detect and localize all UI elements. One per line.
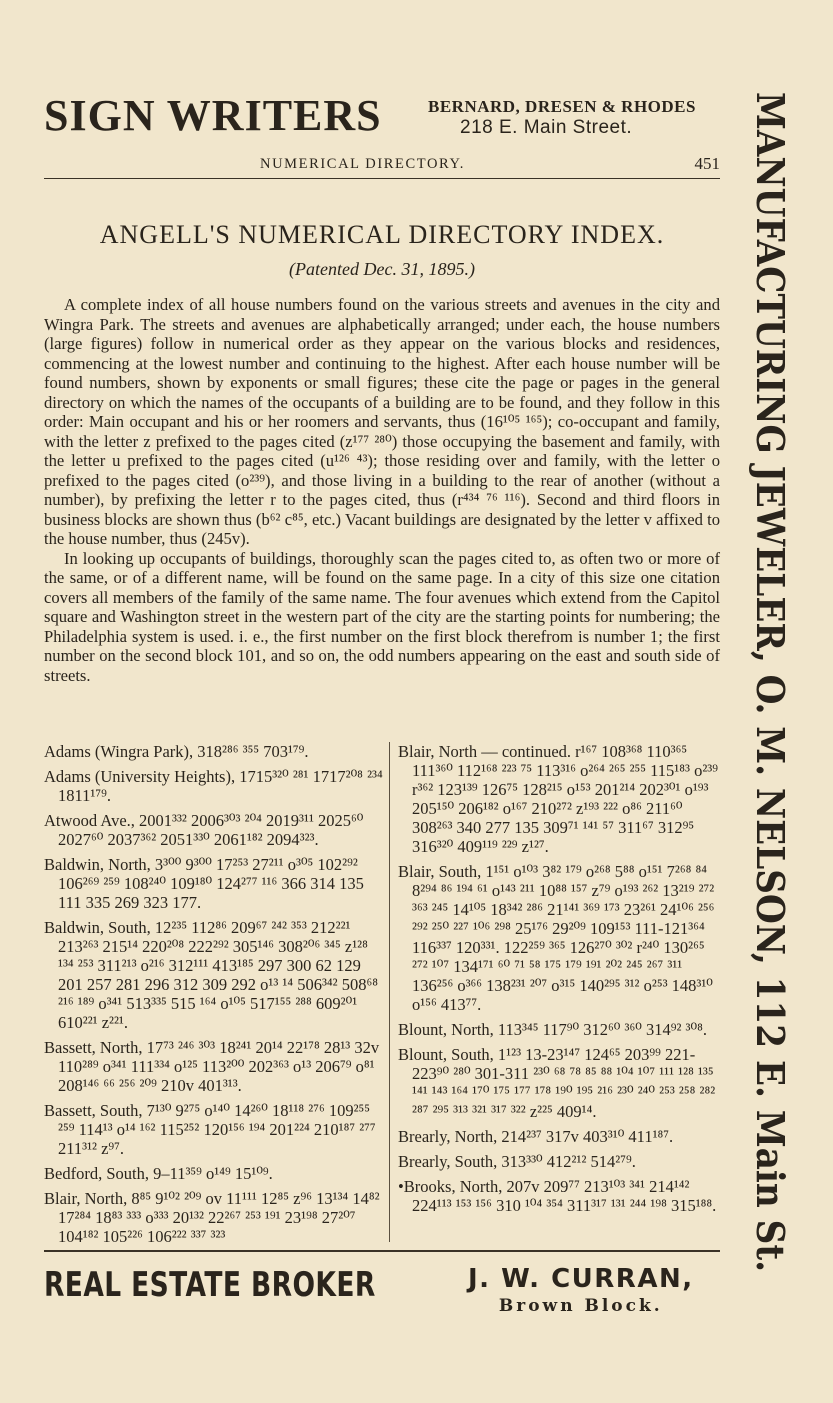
footer-rule: [44, 1250, 720, 1252]
real-estate-ad: REAL ESTATE BROKER: [44, 1265, 376, 1305]
index-entry: Blount, South, 1¹²³ 13-23¹⁴⁷ 124⁶⁵ 203⁹⁹ 221-223⁹⁰ ²⁸⁰ 301-311 ²³⁰ ⁶⁸ ⁷⁸ ⁸⁵ ⁸⁸ ¹⁰⁴ ¹⁰⁷ ¹¹¹ ¹²⁸ ¹³⁵ ¹⁴¹ ¹⁴³ ¹⁶⁴ ¹⁷⁰ ¹⁷⁵ ¹⁷⁷ ¹⁷⁸ ¹⁹⁰ ¹⁹⁵ ²¹⁶ ²³⁰ ²⁴⁰ ²⁵³ ²⁵⁸ ²⁸² ²⁸⁷ ²⁹⁵ ³¹³ ³²¹ ³¹⁷ ³²² z²²⁵ 409¹⁴.: [398, 1045, 716, 1121]
index-entry: Baldwin, South, 12²³⁵ 112⁸⁶ 209⁶⁷ ²⁴² ³⁵³ 212²²¹ 213²⁶³ 215¹⁴ 220²⁰⁸ 222²⁹² 305¹⁴⁶ 308²⁰⁶ ³⁴⁵ z¹²⁸ ¹³⁴ ²⁵³ 311²¹³ o²¹⁶ 312¹¹¹ 413¹⁸⁵ 297 300 62 129 201 257 281 296 312 309 292 o¹³ ¹⁴ 506³⁴² 508⁶⁸ ²¹⁶ ¹⁸⁹ o³⁴¹ 513³³⁵ 515 ¹⁶⁴ o¹⁰⁵ 517¹⁵⁵ ²⁸⁸ 609²⁰¹ 610²²¹ z²²¹.: [44, 918, 378, 1032]
page-number: 451: [694, 154, 720, 173]
index-entry: Adams (University Heights), 1715³²⁰ ²⁸¹ 1717²⁰⁸ ²³⁴ 1811¹⁷⁹.: [44, 767, 383, 805]
broker-name: J. W. CURRAN,: [468, 1264, 694, 1294]
intro-paragraph: A complete index of all house numbers found on the various streets and avenues in the city and Wingra Park. The streets and avenues are alphabetically arranged; under each, the house numbers (large figures) follow in numerical order as they appear on the various blocks and residences, commencing at the lowest number and continuing to the highest. After each house number will be found numbers, shown by exponents or small figures; these cite the page or pages in the general directory on which the names of the occupants of a building are to be found, and they follow in this order: Main occupant and his or her roomers and servants, thus (16¹⁰⁵ ¹⁶⁵); co-occupant and family, with the letter z prefixed to the pages cited (z¹⁷⁷ ²⁸⁰) those occupying the basement and family, with the letter u prefixed to the pages cited (u¹²⁶ ⁴³); those residing over and family, with the letter o prefixed to the pages cited (o²³⁹), and those living in a building to the rear of another (without a number), by prefixing the letter r to the pages cited, thus (r⁴³⁴ ⁷⁶ ¹¹⁶). Second and third floors in business blocks are shown thus (b⁶² c⁸⁵, etc.) Vacant buildings are designated by the letter v affixed to the house number, thus (245v).: [44, 295, 720, 548]
index-column-left: [44, 742, 384, 1252]
firm-ad: [428, 96, 696, 138]
index-entry: •Brooks, North, 207v 209⁷⁷ 213¹⁰³ ³⁴¹ 214¹⁴² 224¹¹³ ¹⁵³ ¹⁵⁶ 310 ¹⁰⁴ ³⁵⁴ 311³¹⁷ ¹³¹ ²⁴⁴ ¹⁹⁸ 315¹⁸⁸.: [398, 1177, 717, 1215]
intro-text: [44, 295, 720, 685]
running-head: [44, 154, 720, 179]
broker-ad: [468, 1264, 694, 1316]
index-entry: Bedford, South, 9–11³⁵⁹ o¹⁴⁹ 15¹⁰⁹.: [44, 1164, 273, 1183]
index-entry: Bassett, South, 7¹³⁰ 9²⁷⁵ o¹⁴⁰ 14²⁶⁰ 18¹¹⁸ ²⁷⁶ 109²⁵⁵ ²⁵⁹ 114¹³ o¹⁴ ¹⁶² 115²⁵² 120¹⁵⁶ ¹⁹⁴ 201²²⁴ 210¹⁸⁷ ²⁷⁷ 211³¹² z⁹⁷.: [44, 1101, 376, 1158]
index-entry: Brearly, South, 313³³⁰ 412²¹² 514²⁷⁹.: [398, 1152, 636, 1171]
intro-paragraph: In looking up occupants of buildings, thoroughly scan the pages cited to, as often two or more of the same, or of a different name, will be found on the same page. In a city of this size one citation covers all members of the family of the same name. The four avenues which extend from the Capitol square and Washington street in the western part of the city are the starting points for numbering; the Philadelphia system is used. i. e., the first number on the first block therefrom is number 1; the first number on the second block 101, and so on, the odd numbers appearing on the east and south side of streets.: [44, 548, 720, 685]
side-margin-ad: [740, 92, 800, 1307]
page-subtitle: (Patented Dec. 31, 1895.): [289, 259, 475, 279]
index-entry: Blair, North, 8⁸⁵ 9¹⁰² ²⁰⁹ ov 11¹¹¹ 12⁸⁵ z⁹⁶ 13¹³⁴ 14⁸² 17²⁸⁴ 18⁸³ ³³³ o³³³ 20¹³² 22²⁶⁷ ²⁵³ ¹⁹¹ 23¹⁹⁸ 27²⁰⁷ 104¹⁸² 105²²⁶ 106²²² ³³⁷ ³²³: [44, 1189, 380, 1246]
page-title: ANGELL'S NUMERICAL DIRECTORY INDEX.: [99, 220, 665, 249]
index-entry: Atwood Ave., 2001³³² 2006³⁰³ ²⁰⁴ 2019³¹¹ 2025⁶⁰ 2027⁶⁰ 2037³⁶² 2051³³⁰ 2061¹⁸² 2094³²³.: [44, 811, 364, 849]
index-column-right: [398, 742, 723, 1221]
running-title: NUMERICAL DIRECTORY.: [260, 156, 465, 172]
index-entry: Blair, South, 1¹⁵¹ o¹⁰³ 3⁸² ¹⁷⁹ o²⁶⁸ 5⁸⁸ o¹⁵¹ 7²⁶⁸ ⁸⁴ 8²⁹⁴ ⁸⁶ ¹⁹⁴ ⁶¹ o¹⁴³ ²¹¹ 10⁸⁸ ¹⁵⁷ z⁷⁹ o¹⁹³ ²⁶² 13²¹⁹ ²⁷² ³⁶³ ²⁴⁵ 14¹⁰⁵ 18³⁴² ²⁸⁶ 21¹⁴¹ ³⁶⁹ ¹⁷³ 23²⁶¹ 24¹⁰⁶ ²⁵⁶ ²⁹² ²⁵⁰ ²²⁷ ¹⁰⁶ ²⁹⁸ 25¹⁷⁶ 29²⁰⁹ 109¹⁵³ 111-121³⁶⁴ 116³³⁷ 120³³¹. 122²⁵⁹ ³⁶⁵ 126²⁷⁰ ³⁰² r²⁴⁰ 130²⁶⁵ ²⁷² ¹⁰⁷ 134¹⁷¹ ⁶⁰ ⁷¹ ⁵⁸ ¹⁷⁵ ¹⁷⁹ ¹⁹¹ ²⁰² ²⁴⁵ ²⁶⁷ ³¹¹ 136²⁵⁶ o³⁶⁶ 138²³¹ ²⁰⁷ o³¹⁵ 140²⁹⁵ ³¹² o²⁵³ 148³¹⁰ o¹⁵⁶ 413⁷⁷.: [398, 862, 715, 1014]
side-ad-text: MANUFACTURING JEWELER, O. M. NELSON, 112 E. Main St.: [748, 92, 793, 1273]
firm-address: 218 E. Main Street.: [460, 117, 633, 138]
index-entry: Brearly, North, 214²³⁷ 317v 403³¹⁰ 411¹⁸⁷.: [398, 1127, 674, 1146]
index-entry: Blair, North — continued. r¹⁶⁷ 108³⁶⁸ 110³⁶⁵ 111³⁶⁰ 112¹⁶⁸ ²²³ ⁷⁵ 113³¹⁶ o²⁶⁴ ²⁶⁵ ²⁵⁵ 115¹⁸³ o²³⁹ r³⁶² 123¹³⁹ 126⁷⁵ 128²¹⁵ o¹⁵³ 201²¹⁴ 202³⁰¹ o¹⁹³ 205¹⁵⁰ 206¹⁸² o¹⁶⁷ 210²⁷² z¹⁹³ ²²² o⁸⁶ 211⁶⁰ 308²⁶³ 340 277 135 309⁷¹ ¹⁴¹ ⁵⁷ 311⁶⁷ 312⁹⁵ 316³²⁰ 409¹¹⁹ ²²⁹ z¹²⁷.: [398, 742, 718, 856]
index-entry: Baldwin, North, 3³⁰⁰ 9³⁰⁰ 17²⁵³ 27²¹¹ o³⁰⁵ 102²⁹² 106²⁶⁹ ²⁵⁹ 108²⁴⁰ 109¹⁸⁰ 124²⁷⁷ ¹¹⁶ 366 314 135 111 335 269 323 177.: [44, 855, 364, 912]
column-divider: [389, 742, 390, 1242]
broker-block: Brown Block.: [498, 1296, 663, 1316]
index-entry: Adams (Wingra Park), 318²⁸⁶ ³⁵⁵ 703¹⁷⁹.: [44, 742, 309, 761]
firm-name: BERNARD, DRESEN & RHODES: [428, 97, 696, 116]
sign-writers-ad: SIGN WRITERS: [44, 91, 382, 140]
index-entry: Blount, North, 113³⁴⁵ 117⁹⁰ 312⁶⁰ ³⁶⁰ 314⁹² ³⁰⁸.: [398, 1020, 707, 1039]
index-entry: Bassett, North, 17⁷³ ²⁴⁶ ³⁰³ 18²⁴¹ 20¹⁴ 22¹⁷⁸ 28¹³ 32v 110²⁸⁹ o³⁴¹ 111³³⁴ o¹²⁵ 113²⁰⁰ 202³⁶³ o¹³ 206⁷⁹ o⁸¹ 208¹⁴⁶ ⁶⁶ ²⁵⁶ ²⁰⁹ 210v 401³¹³.: [44, 1038, 380, 1095]
